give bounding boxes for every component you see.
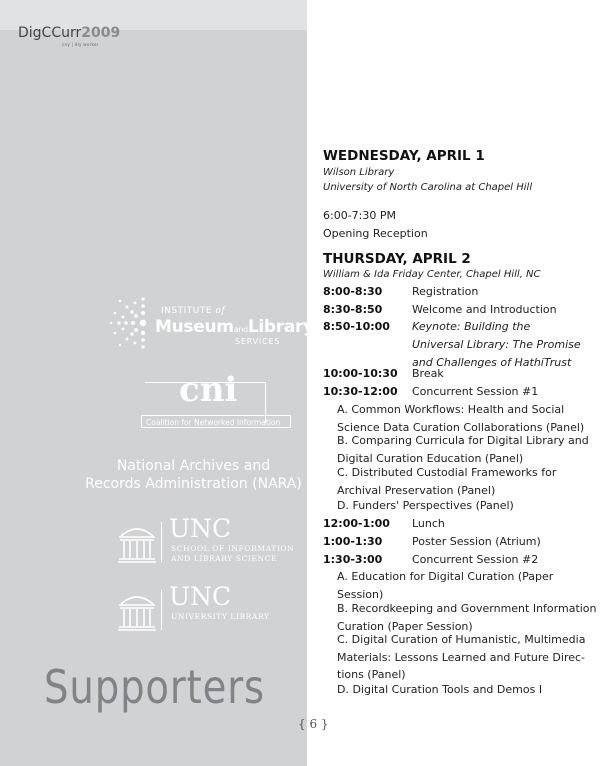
row-time: 1:00-1:30 [323, 535, 383, 548]
session2-item-c [337, 631, 597, 684]
imls-of: of [215, 306, 226, 316]
keynote-line3: and Challenges of HathiTrust [412, 356, 572, 369]
cni-logo [141, 372, 293, 430]
session1-item-c [337, 464, 597, 499]
row-time: 8:00-8:30 [323, 285, 383, 298]
imls-museum: Museum [155, 317, 234, 337]
page-number: { 6 } [298, 717, 329, 731]
unc-name: UNC [169, 582, 232, 611]
session-line: Archival Preservation (Panel) [337, 483, 496, 497]
nara-line1: National Archives and [116, 458, 271, 474]
session-line: tions (Panel) [337, 668, 406, 681]
session-line: B. Recordkeeping and Government Information [337, 602, 597, 615]
wednesday-venue: Wilson Library [323, 167, 395, 178]
wednesday-event: Opening Reception [323, 227, 428, 240]
brand-year: 2009 [81, 25, 121, 41]
brand-tagline: cny | dly worker [62, 42, 99, 47]
old-well-icon [117, 520, 157, 564]
session1-item-b [337, 432, 597, 467]
row-time: 12:00-1:00 [323, 517, 390, 530]
starburst-icon [105, 293, 155, 353]
imls-line2 [155, 317, 314, 337]
thursday-venue: William & Ida Friday Center, Chapel Hill, NC [323, 269, 541, 280]
cni-tagline: Coalition for Networked Information [141, 415, 291, 428]
row-desc: Break [412, 367, 444, 380]
keynote-desc [412, 318, 592, 372]
row-desc: Poster Session (Atrium) [412, 535, 541, 548]
imls-logo [105, 293, 314, 353]
unc-divider [161, 522, 162, 562]
session-line: A. Common Workflows: Health and Social [337, 403, 565, 416]
unc-sils-sub1: SCHOOL OF INFORMATION [171, 544, 295, 553]
wednesday-time: 6:00-7:30 PM [323, 209, 396, 222]
session-line: C. Distributed Custodial Frameworks for [337, 466, 557, 479]
unc-sils-logo [117, 514, 297, 564]
row-desc: Concurrent Session #2 [412, 553, 539, 566]
brand-logo [18, 25, 120, 41]
session-line: C. Digital Curation of Humanistic, Multimedia [337, 633, 586, 646]
nara-line2: Records Administration (NARA) [85, 476, 302, 492]
unc-name: UNC [169, 514, 232, 543]
imls-and: and [233, 325, 248, 334]
session2-item-b [337, 600, 597, 635]
row-time: 1:30-3:00 [323, 553, 383, 566]
row-time: 10:00-10:30 [323, 367, 398, 380]
old-well-icon [117, 588, 157, 632]
unc-library-logo [117, 582, 297, 632]
session-line: D. Funders' Perspectives (Panel) [337, 499, 514, 512]
session-line: Digital Curation Education (Panel) [337, 451, 524, 465]
unc-sils-subtitle [171, 544, 294, 564]
row-desc: Registration [412, 285, 479, 298]
session-line: Curation (Paper Session) [337, 619, 473, 633]
unc-library-subtitle: UNIVERSITY LIBRARY [171, 612, 270, 621]
imls-library: Library [247, 317, 314, 337]
wednesday-campus: University of North Carolina at Chapel Hill [323, 182, 533, 193]
row-time: 8:50-10:00 [323, 320, 390, 333]
wednesday-heading: WEDNESDAY, APRIL 1 [323, 148, 485, 164]
session-line: Science Data Curation Collaborations (Panel) [337, 420, 585, 434]
session-line: Materials: Lessons Learned and Future Direc- [337, 650, 586, 664]
row-desc: Welcome and Introduction [412, 303, 557, 316]
unc-sils-sub2: AND LIBRARY SCIENCE [171, 554, 278, 563]
session-line: D. Digital Curation Tools and Demos I [337, 683, 543, 696]
session1-item-d [337, 497, 597, 515]
row-time: 10:30-12:00 [323, 385, 398, 398]
unc-divider [161, 590, 162, 630]
supporters-heading: Supporters [44, 660, 265, 714]
imls-line1 [161, 306, 225, 316]
row-desc: Concurrent Session #1 [412, 385, 539, 398]
session-line: B. Comparing Curricula for Digital Library and [337, 434, 589, 447]
imls-institute: INSTITUTE [161, 306, 213, 316]
row-desc: Lunch [412, 517, 445, 530]
session-line: A. Education for Digital Curation (Paper [337, 570, 554, 583]
brand-name: DigCCurr [18, 25, 82, 41]
session2-item-a [337, 568, 597, 603]
row-time: 8:30-8:50 [323, 303, 383, 316]
session1-item-a [337, 401, 597, 436]
nara-logo [80, 457, 307, 493]
imls-services: SERVICES [235, 337, 281, 346]
session2-item-d [337, 681, 597, 699]
thursday-heading: THURSDAY, APRIL 2 [323, 251, 471, 267]
session-line: Session) [337, 587, 384, 601]
cni-wordmark: cni [179, 370, 238, 410]
keynote-line2: Universal Library: The Promise [412, 338, 581, 351]
keynote-line1: Keynote: Building the [412, 320, 531, 333]
